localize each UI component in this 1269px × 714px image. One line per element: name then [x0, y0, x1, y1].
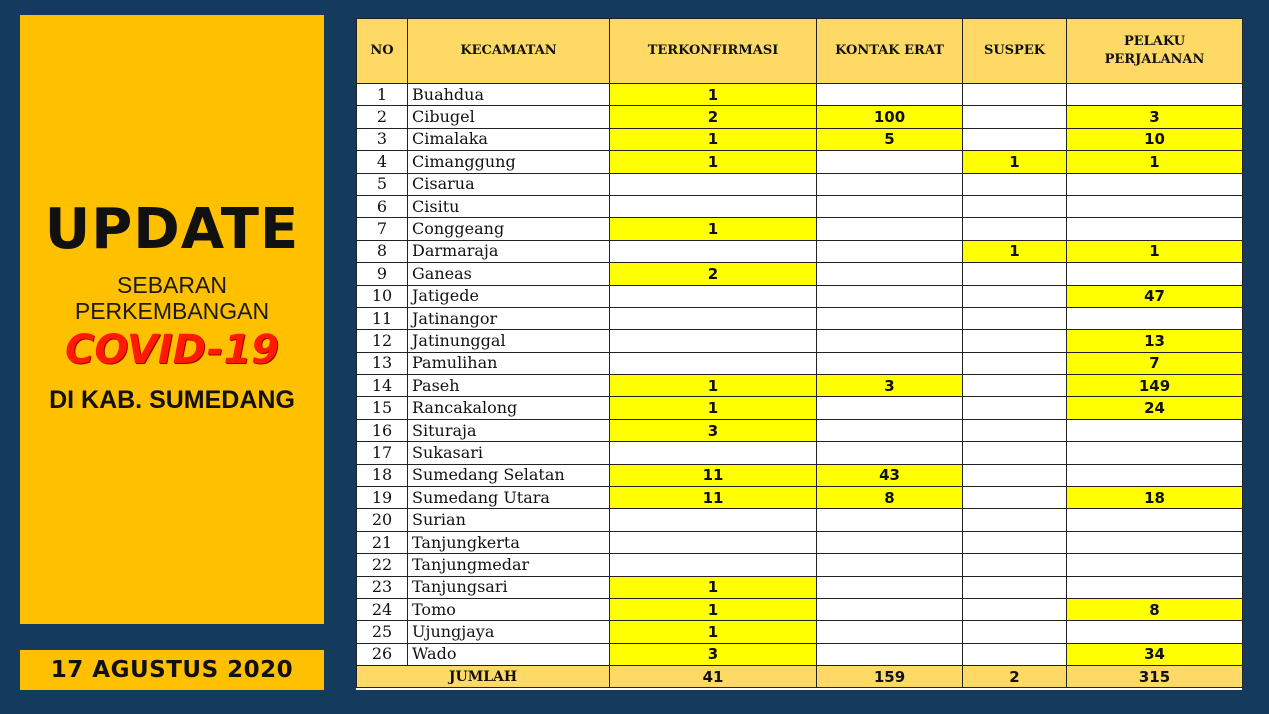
covid-data-table [356, 18, 1243, 688]
header-kontak-erat: KONTAK ERAT [817, 19, 963, 84]
cell-terkonfirmasi: 1 [610, 576, 817, 598]
cell-kontak-erat [817, 218, 963, 240]
cell-suspek [963, 307, 1067, 329]
cell-pelaku: 24 [1067, 397, 1243, 419]
cell-kecamatan: Tanjungmedar [408, 554, 610, 576]
cell-terkonfirmasi [610, 352, 817, 374]
cell-kontak-erat [817, 285, 963, 307]
cell-no: 11 [357, 307, 408, 329]
header-kecamatan: KECAMATAN [408, 19, 610, 84]
cell-kecamatan: Surian [408, 509, 610, 531]
cell-terkonfirmasi: 1 [610, 598, 817, 620]
table-row [357, 307, 1243, 329]
cell-kontak-erat [817, 240, 963, 262]
cell-suspek: 1 [963, 151, 1067, 173]
table-row [357, 419, 1243, 441]
cell-no: 5 [357, 173, 408, 195]
total-pelaku: 315 [1067, 666, 1243, 688]
cell-no: 25 [357, 621, 408, 643]
cell-pelaku: 1 [1067, 151, 1243, 173]
total-suspek: 2 [963, 666, 1067, 688]
table-row [357, 576, 1243, 598]
cell-kontak-erat [817, 598, 963, 620]
cell-kontak-erat [817, 397, 963, 419]
table-row [357, 397, 1243, 419]
table-body [357, 84, 1243, 666]
cell-kontak-erat [817, 531, 963, 553]
cell-terkonfirmasi: 1 [610, 397, 817, 419]
cell-suspek [963, 173, 1067, 195]
cell-no: 21 [357, 531, 408, 553]
cell-kecamatan: Cibugel [408, 106, 610, 128]
cell-pelaku: 47 [1067, 285, 1243, 307]
cell-terkonfirmasi: 3 [610, 419, 817, 441]
cell-terkonfirmasi [610, 330, 817, 352]
cell-no: 17 [357, 442, 408, 464]
table-row [357, 151, 1243, 173]
cell-no: 23 [357, 576, 408, 598]
table-row [357, 598, 1243, 620]
total-label: JUMLAH [357, 666, 610, 688]
cell-terkonfirmasi [610, 554, 817, 576]
table-row [357, 643, 1243, 665]
cell-kontak-erat: 100 [817, 106, 963, 128]
cell-suspek [963, 397, 1067, 419]
cell-pelaku [1067, 195, 1243, 217]
cell-terkonfirmasi: 1 [610, 375, 817, 397]
cell-pelaku [1067, 576, 1243, 598]
total-row [357, 666, 1243, 688]
cell-no: 2 [357, 106, 408, 128]
update-heading: UPDATE [44, 197, 300, 262]
cell-kecamatan: Pamulihan [408, 352, 610, 374]
cell-pelaku [1067, 263, 1243, 285]
cell-kontak-erat [817, 84, 963, 106]
table-row [357, 375, 1243, 397]
table-row [357, 106, 1243, 128]
cell-kecamatan: Sumedang Utara [408, 487, 610, 509]
table-row [357, 128, 1243, 150]
cell-no: 18 [357, 464, 408, 486]
cell-terkonfirmasi [610, 531, 817, 553]
cell-pelaku [1067, 442, 1243, 464]
cell-suspek [963, 442, 1067, 464]
cell-kecamatan: Ujungjaya [408, 621, 610, 643]
cell-terkonfirmasi [610, 285, 817, 307]
table-row [357, 464, 1243, 486]
cell-pelaku [1067, 307, 1243, 329]
total-kontak-erat: 159 [817, 666, 963, 688]
cell-kontak-erat [817, 554, 963, 576]
cell-kecamatan: Cimanggung [408, 151, 610, 173]
cell-no: 14 [357, 375, 408, 397]
cell-no: 13 [357, 352, 408, 374]
cell-kecamatan: Jatinangor [408, 307, 610, 329]
cell-kecamatan: Tomo [408, 598, 610, 620]
table-row [357, 263, 1243, 285]
cell-kontak-erat [817, 352, 963, 374]
table-row [357, 173, 1243, 195]
cell-kontak-erat: 8 [817, 487, 963, 509]
cell-pelaku [1067, 509, 1243, 531]
cell-pelaku [1067, 621, 1243, 643]
cell-pelaku [1067, 173, 1243, 195]
table-row [357, 509, 1243, 531]
cell-kontak-erat [817, 173, 963, 195]
table-row [357, 84, 1243, 106]
cell-suspek [963, 621, 1067, 643]
cell-no: 1 [357, 84, 408, 106]
subtitle-sebaran: SEBARAN [117, 272, 227, 298]
table-row [357, 487, 1243, 509]
cell-kecamatan: Sumedang Selatan [408, 464, 610, 486]
cell-suspek [963, 84, 1067, 106]
cell-suspek [963, 285, 1067, 307]
cell-suspek [963, 509, 1067, 531]
table-row [357, 621, 1243, 643]
cell-pelaku: 34 [1067, 643, 1243, 665]
cell-kecamatan: Situraja [408, 419, 610, 441]
cell-terkonfirmasi: 11 [610, 487, 817, 509]
cell-suspek [963, 128, 1067, 150]
cell-kontak-erat [817, 263, 963, 285]
cell-no: 26 [357, 643, 408, 665]
header-no: NO [357, 19, 408, 84]
cell-kontak-erat: 5 [817, 128, 963, 150]
cell-terkonfirmasi [610, 173, 817, 195]
table-row [357, 218, 1243, 240]
cell-kontak-erat [817, 576, 963, 598]
cell-terkonfirmasi [610, 509, 817, 531]
cell-kontak-erat: 3 [817, 375, 963, 397]
cell-pelaku [1067, 464, 1243, 486]
cell-kontak-erat [817, 151, 963, 173]
data-table-container [356, 18, 1242, 690]
table-row [357, 285, 1243, 307]
cell-pelaku [1067, 531, 1243, 553]
cell-suspek [963, 375, 1067, 397]
cell-kecamatan: Wado [408, 643, 610, 665]
cell-suspek [963, 419, 1067, 441]
cell-suspek [963, 531, 1067, 553]
table-row [357, 330, 1243, 352]
cell-pelaku: 8 [1067, 598, 1243, 620]
date-banner [20, 650, 324, 690]
cell-pelaku: 3 [1067, 106, 1243, 128]
cell-no: 12 [357, 330, 408, 352]
cell-kecamatan: Buahdua [408, 84, 610, 106]
cell-suspek [963, 576, 1067, 598]
total-terkonfirmasi: 41 [610, 666, 817, 688]
title-panel [20, 15, 324, 624]
cell-kecamatan: Cisarua [408, 173, 610, 195]
cell-no: 8 [357, 240, 408, 262]
cell-terkonfirmasi: 1 [610, 621, 817, 643]
cell-suspek [963, 487, 1067, 509]
cell-pelaku: 13 [1067, 330, 1243, 352]
cell-no: 7 [357, 218, 408, 240]
cell-no: 22 [357, 554, 408, 576]
cell-pelaku [1067, 218, 1243, 240]
cell-suspek: 1 [963, 240, 1067, 262]
cell-kecamatan: Cisitu [408, 195, 610, 217]
cell-suspek [963, 598, 1067, 620]
cell-kontak-erat [817, 509, 963, 531]
cell-terkonfirmasi [610, 442, 817, 464]
cell-kontak-erat [817, 195, 963, 217]
cell-kecamatan: Tanjungsari [408, 576, 610, 598]
cell-terkonfirmasi [610, 307, 817, 329]
cell-kecamatan: Jatinunggal [408, 330, 610, 352]
cell-kecamatan: Jatigede [408, 285, 610, 307]
cell-terkonfirmasi: 1 [610, 84, 817, 106]
cell-suspek [963, 218, 1067, 240]
cell-no: 19 [357, 487, 408, 509]
cell-kecamatan: Conggeang [408, 218, 610, 240]
cell-suspek [963, 554, 1067, 576]
cell-kecamatan: Tanjungkerta [408, 531, 610, 553]
cell-no: 24 [357, 598, 408, 620]
cell-kontak-erat: 43 [817, 464, 963, 486]
cell-no: 20 [357, 509, 408, 531]
header-suspek: SUSPEK [963, 19, 1067, 84]
cell-no: 15 [357, 397, 408, 419]
table-row [357, 195, 1243, 217]
table-header-row [357, 19, 1243, 84]
cell-kontak-erat [817, 643, 963, 665]
cell-kecamatan: Rancakalong [408, 397, 610, 419]
cell-kecamatan: Sukasari [408, 442, 610, 464]
cell-suspek [963, 643, 1067, 665]
cell-no: 4 [357, 151, 408, 173]
cell-pelaku: 7 [1067, 352, 1243, 374]
table-row [357, 531, 1243, 553]
table-row [357, 554, 1243, 576]
cell-terkonfirmasi: 1 [610, 128, 817, 150]
date-label: 17 AGUSTUS 2020 [50, 657, 294, 683]
cell-pelaku: 149 [1067, 375, 1243, 397]
cell-no: 3 [357, 128, 408, 150]
table-row [357, 352, 1243, 374]
cell-terkonfirmasi: 2 [610, 106, 817, 128]
cell-no: 10 [357, 285, 408, 307]
cell-pelaku: 10 [1067, 128, 1243, 150]
region-label: DI KAB. SUMEDANG [49, 386, 295, 414]
header-terkonfirmasi: TERKONFIRMASI [610, 19, 817, 84]
cell-terkonfirmasi [610, 195, 817, 217]
cell-suspek [963, 464, 1067, 486]
cell-kecamatan: Ganeas [408, 263, 610, 285]
cell-no: 16 [357, 419, 408, 441]
cell-no: 9 [357, 263, 408, 285]
cell-terkonfirmasi: 2 [610, 263, 817, 285]
cell-terkonfirmasi: 1 [610, 218, 817, 240]
cell-pelaku [1067, 419, 1243, 441]
cell-suspek [963, 106, 1067, 128]
subtitle-perkembangan: PERKEMBANGAN [74, 298, 270, 324]
cell-suspek [963, 330, 1067, 352]
cell-kecamatan: Darmaraja [408, 240, 610, 262]
cell-kecamatan: Cimalaka [408, 128, 610, 150]
table-row [357, 240, 1243, 262]
cell-pelaku: 1 [1067, 240, 1243, 262]
cell-kontak-erat [817, 307, 963, 329]
cell-suspek [963, 195, 1067, 217]
table-row [357, 442, 1243, 464]
cell-kontak-erat [817, 419, 963, 441]
cell-kecamatan: Paseh [408, 375, 610, 397]
cell-kontak-erat [817, 330, 963, 352]
cell-pelaku: 18 [1067, 487, 1243, 509]
cell-suspek [963, 263, 1067, 285]
cell-terkonfirmasi: 1 [610, 151, 817, 173]
cell-suspek [963, 352, 1067, 374]
header-pelaku-perjalanan [1067, 19, 1243, 84]
cell-terkonfirmasi: 3 [610, 643, 817, 665]
header-pelaku-label: PELAKU PERJALANAN [1104, 34, 1205, 67]
cell-terkonfirmasi: 11 [610, 464, 817, 486]
cell-pelaku [1067, 84, 1243, 106]
cell-pelaku [1067, 554, 1243, 576]
cell-kontak-erat [817, 621, 963, 643]
covid-heading: COVID-19 [65, 327, 279, 373]
cell-no: 6 [357, 195, 408, 217]
cell-kontak-erat [817, 442, 963, 464]
cell-terkonfirmasi [610, 240, 817, 262]
